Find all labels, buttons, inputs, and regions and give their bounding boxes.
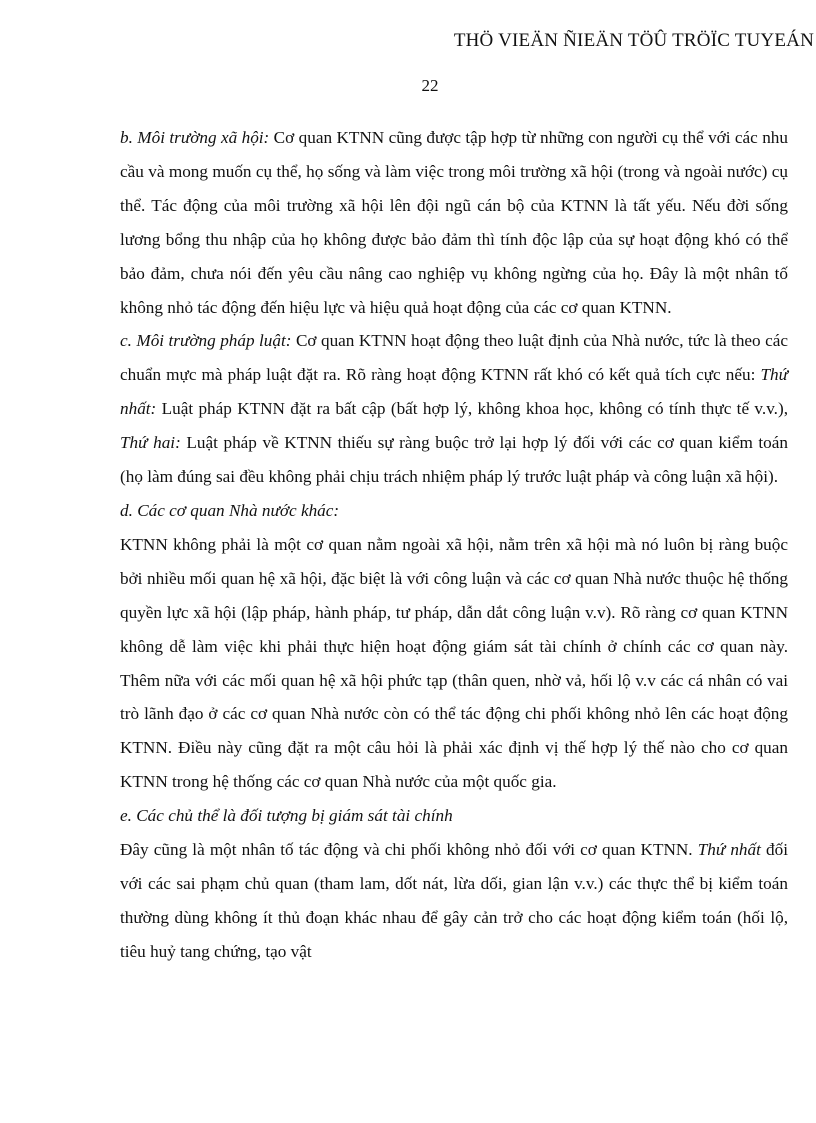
paragraph-text: KTNN không phải là một cơ quan nằm ngoài xã hội, nằm trên xã hội mà nó luôn bị ràng buộc bởi nhiều mối quan hệ xã hội, đặc biệt là với công luận và các cơ quan Nhà nước thuộc hệ thống quyền lực xã hội (lập pháp, hành pháp, tư pháp, dẫn dắt công luận v.v). Rõ ràng cơ quan KTNN không dễ làm việc khi phải thực hiện hoạt động giám sát tài chính ở chính các cơ quan này. Thêm nữa với các mối quan hệ xã hội phức tạp (thân quen, nhờ vả, hối lộ v.v các cá nhân có vai trò lãnh đạo ở các cơ quan Nhà nước còn có thể tác động chi phối không nhỏ lên các hoạt động KTNN. Điều này cũng đặt ra một câu hỏi là phải xác định vị thế hợp lý thế nào cho cơ quan KTNN trong hệ thống các cơ quan Nhà nước của một quốc gia. [120, 534, 788, 792]
heading-social-environment: b. Môi trường xã hội: [120, 128, 270, 147]
heading-legal-environment: c. Môi trường pháp luật: [120, 331, 292, 351]
paragraph-social-environment [120, 121, 788, 324]
paragraph-text: Luật pháp KTNN đặt ra bất cập (bất hợp lý, không khoa học, không có tính thực tế v.v.), [156, 399, 788, 419]
paragraph-legal-environment [120, 324, 788, 494]
emphasis-first: Thứ nhất: [120, 365, 788, 419]
body-text [120, 121, 788, 969]
paragraph-audited-entities [120, 833, 788, 969]
page-number: 22 [421, 76, 439, 95]
paragraph-text: Luật pháp về KTNN thiếu sự ràng buộc trở lại hợp lý đối với các cơ quan kiểm toán (họ làm đúng sai đều không phải chịu trách nhiệm pháp lý trước luật pháp và công luận xã hội). [120, 433, 788, 487]
emphasis-first: Thứ nhất [697, 840, 761, 860]
paragraph-text: Cơ quan KTNN cũng được tập hợp từ những con người cụ thể với các nhu cầu và mong muốn cụ thể, họ sống và làm việc trong môi trường xã hội (trong và ngoài nước) cụ thể. Tác động của môi trường xã hội lên đội ngũ cán bộ của KTNN là tất yếu. Nếu đời sống lương bổng thu nhập của họ không được bảo đảm thì tính độc lập của sự hoạt động khó có thể bảo đảm, chưa nói đến yêu cầu nâng cao nghiệp vụ không ngừng của họ. Đây là một nhân tố không nhỏ tác động đến hiệu lực và hiệu quả hoạt động của các cơ quan KTNN. [120, 128, 788, 317]
paragraph-other-agencies [120, 528, 788, 799]
heading-audited-entities: e. Các chủ thể là đối tượng bị giám sát tài chính [120, 806, 453, 826]
paragraph-text: đối với các sai phạm chủ quan (tham lam, dốt nát, lừa dối, gian lận v.v.) các thực thể bị kiểm toán thường dùng không ít thủ đoạn khác nhau để gây cản trở cho các hoạt động kiểm toán (hối lộ, tiêu huỷ tang chứng, tạo vật [120, 840, 788, 961]
paragraph-audited-entities-heading [120, 799, 788, 833]
paragraph-other-agencies-heading [120, 494, 788, 528]
emphasis-second: Thứ hai: [120, 433, 181, 453]
paragraph-text: Đây cũng là một nhân tố tác động và chi phối không nhỏ đối với cơ quan KTNN. [120, 840, 698, 860]
heading-other-agencies: d. Các cơ quan Nhà nước khác: [120, 500, 340, 520]
running-header: THÖ VIEÄN ÑIEÄN TÖÛ TRÖÏC TUYEÁN [453, 30, 814, 51]
paragraph-text: Cơ quan KTNN hoạt động theo luật định của Nhà nước, tức là theo các chuẩn mực mà pháp luật đặt ra. Rõ ràng hoạt động KTNN rất khó có kết quả tích cực nếu: [120, 331, 788, 385]
